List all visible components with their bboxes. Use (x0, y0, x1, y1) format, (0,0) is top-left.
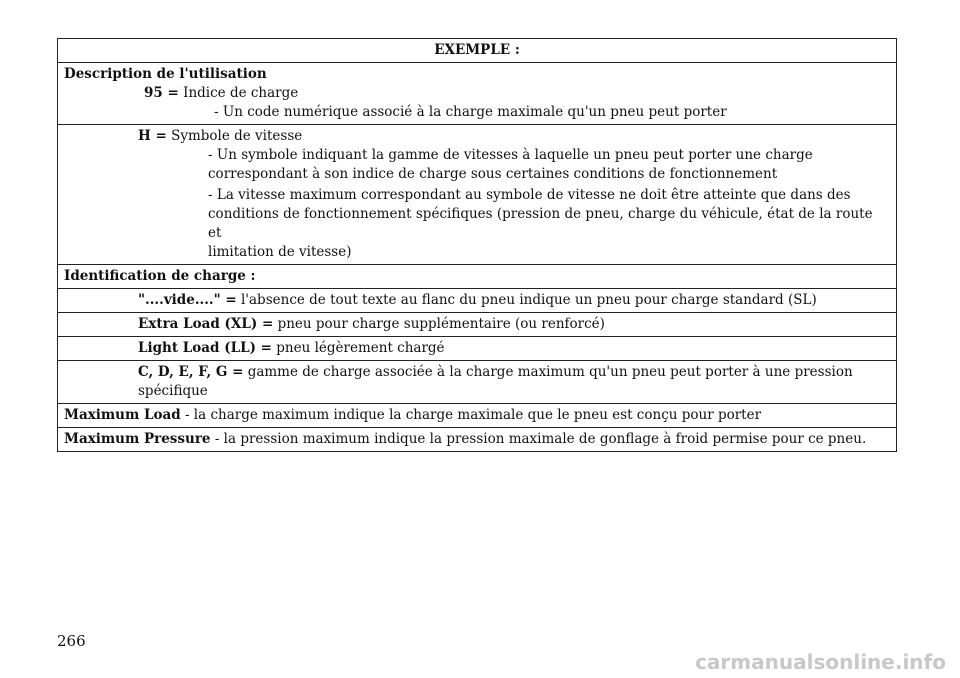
speed-symbol-section (58, 125, 896, 265)
speed-symbol-code: H = (138, 128, 167, 144)
speed-detail-1-line-1: - Un symbole indiquant la gamme de vitesses à laquelle un pneu peut porter une charge (208, 147, 813, 163)
page-number: 266 (57, 632, 86, 650)
empty-load-row (58, 289, 896, 313)
load-range-code: C, D, E, F, G = (138, 364, 244, 380)
load-index-label: Indice de charge (183, 85, 299, 101)
maximum-pressure-label: Maximum Pressure (64, 431, 211, 447)
speed-detail-1-line-2: correspondant à son indice de charge sous certaines conditions de fonctionnement (208, 166, 778, 182)
maximum-pressure-row (58, 428, 896, 452)
load-index-code: 95 = (144, 85, 179, 101)
extra-load-code: Extra Load (XL) = (138, 316, 274, 332)
light-load-row (58, 337, 896, 361)
load-index-line (64, 84, 890, 103)
description-heading: Description de l'utilisation (64, 66, 267, 82)
empty-code: "....vide...." = (138, 292, 237, 308)
tire-info-table (57, 38, 897, 452)
load-range-text-1: gamme de charge associée à la charge maximum qu'un pneu peut porter à une pression (247, 364, 853, 380)
light-load-code: Light Load (LL) = (138, 340, 272, 356)
load-index-detail: - Un code numérique associé à la charge maximale qu'un pneu peut porter (214, 104, 727, 120)
empty-text: l'absence de tout texte au flanc du pneu indique un pneu pour charge standard (SL) (240, 292, 817, 308)
description-section (58, 63, 896, 125)
maximum-pressure-text: - la pression maximum indique la pression maximale de gonflage à froid permise pour ce pneu. (214, 431, 867, 447)
maximum-load-row (58, 404, 896, 428)
load-range-text-2: spécifique (138, 383, 208, 399)
speed-symbol-detail-1 (138, 146, 890, 184)
speed-detail-2-line-3: limitation de vitesse) (208, 244, 352, 260)
extra-load-row (58, 313, 896, 337)
speed-detail-2-line-1: - La vitesse maximum correspondant au symbole de vitesse ne doit être atteinte que dans des (208, 187, 851, 203)
light-load-text: pneu légèrement chargé (276, 340, 445, 356)
extra-load-text: pneu pour charge supplémentaire (ou renforcé) (277, 316, 605, 332)
load-identification-heading: Identification de charge : (58, 265, 896, 289)
speed-symbol-label: Symbole de vitesse (171, 128, 303, 144)
maximum-load-label: Maximum Load (64, 407, 181, 423)
load-range-row (58, 361, 896, 404)
watermark-text: carmanualsonline.info (695, 650, 946, 674)
maximum-load-text: - la charge maximum indique la charge maximale que le pneu est conçu pour porter (184, 407, 762, 423)
table-title: EXEMPLE : (58, 39, 896, 63)
speed-detail-2-line-2: conditions de fonctionnement spécifiques (pression de pneu, charge du véhicule, état de la route et (208, 206, 873, 241)
speed-symbol-line (138, 127, 890, 146)
speed-symbol-detail-2 (138, 186, 890, 262)
